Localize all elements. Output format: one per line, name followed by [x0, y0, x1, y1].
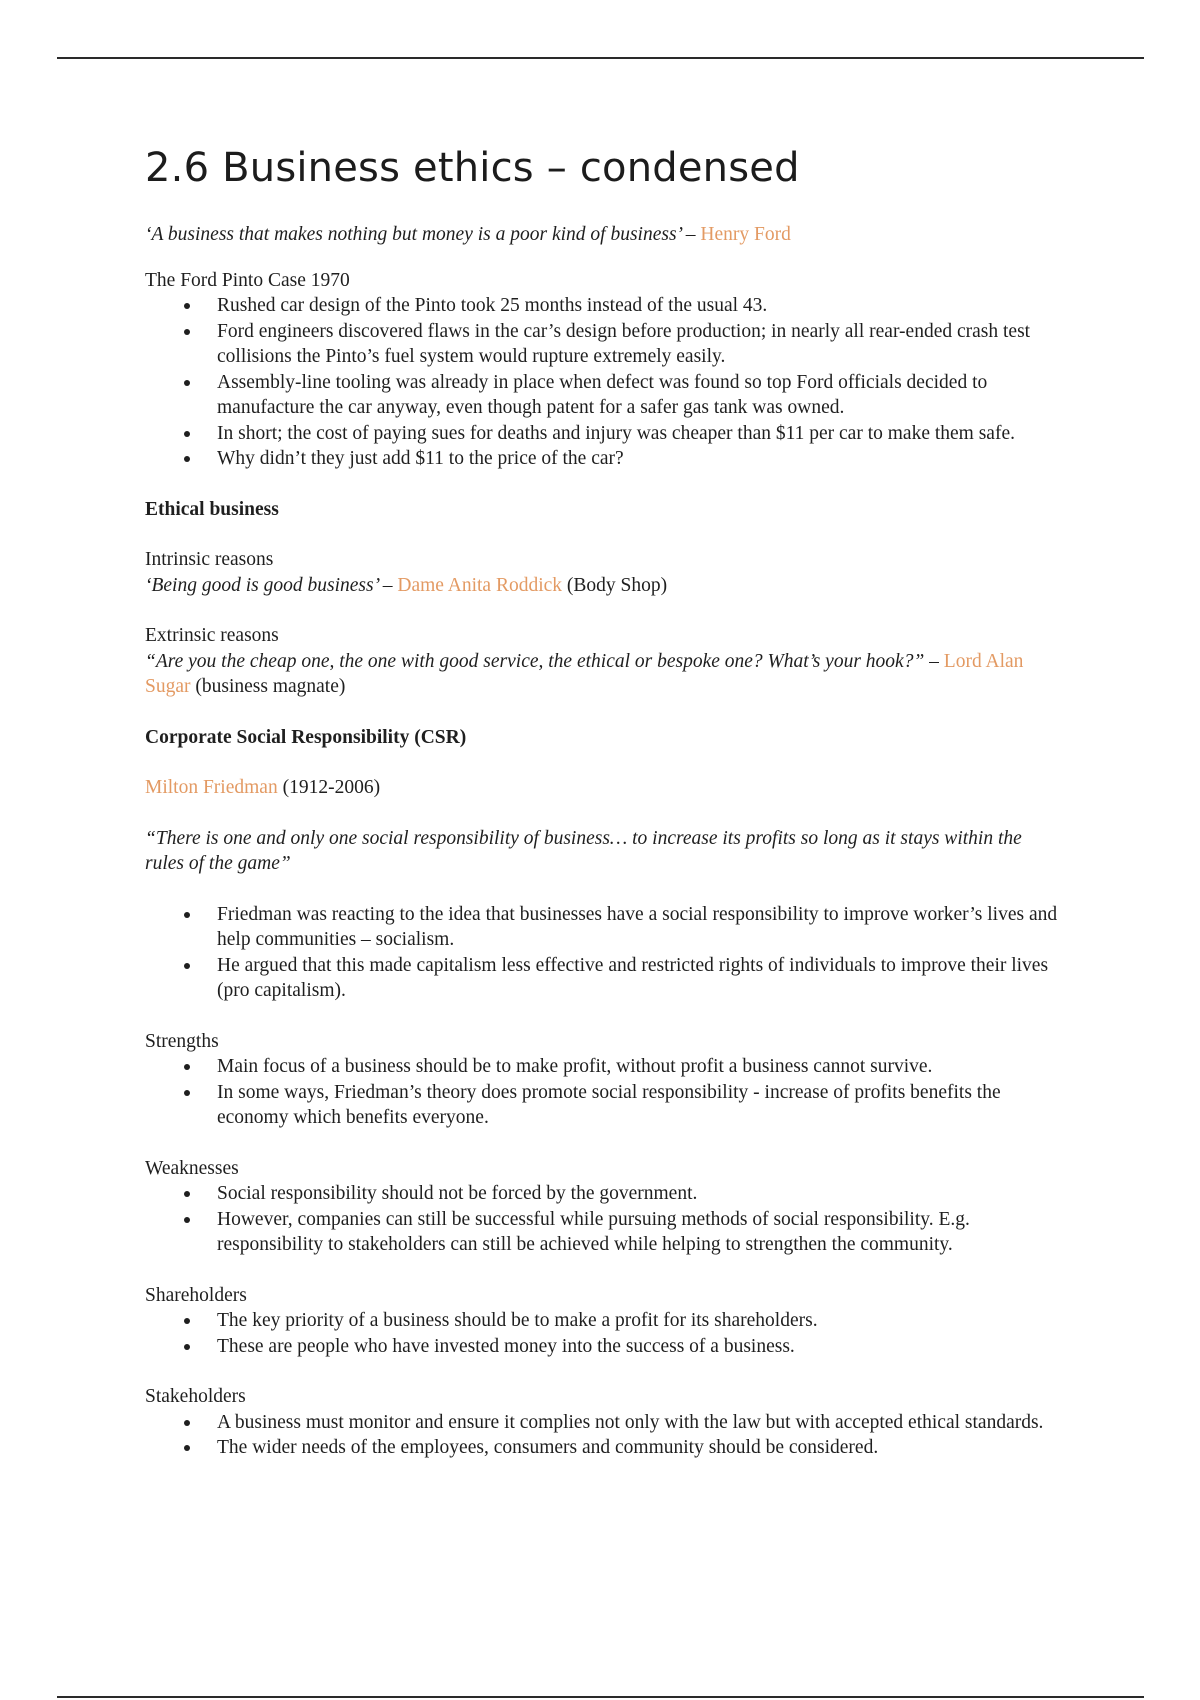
list-item: He argued that this made capitalism less effective and restricted rights of individuals to improve their lives (pro capitalism). — [217, 953, 1065, 1004]
list-item: Main focus of a business should be to make profit, without profit a business cannot survive. — [217, 1054, 1065, 1080]
weaknesses-list — [145, 1181, 1065, 1258]
intrinsic-quote-text: ‘Being good is good business’ – — [145, 574, 393, 596]
list-item: Friedman was reacting to the idea that businesses have a social responsibility to improve worker’s lives and help communities – socialism. — [217, 902, 1065, 953]
csr-person-name: Milton Friedman — [145, 777, 278, 798]
opening-quote-text: ‘A business that makes nothing but money is a poor kind of business’ – — [145, 224, 696, 245]
intrinsic-quote — [145, 573, 1065, 599]
extrinsic-quote-note: (business magnate) — [195, 676, 346, 697]
stakeholders-label: Stakeholders — [145, 1386, 246, 1407]
extrinsic-quote — [145, 649, 1065, 700]
weaknesses-label: Weaknesses — [145, 1157, 239, 1179]
extrinsic-quote-author: Lord Alan Sugar — [145, 650, 1024, 697]
list-item: The key priority of a business should be to make a profit for its shareholders. — [217, 1308, 1065, 1334]
csr-person — [145, 775, 1065, 801]
stakeholders-list — [145, 1410, 1065, 1461]
bottom-rule — [57, 1696, 1144, 1698]
intrinsic-label: Intrinsic reasons — [145, 549, 274, 570]
strengths-label: Strengths — [145, 1030, 219, 1052]
pinto-list — [145, 293, 1065, 472]
pinto-heading: The Ford Pinto Case 1970 — [145, 269, 350, 291]
list-item: Social responsibility should not be forced by the government. — [217, 1181, 1065, 1207]
list-item: Ford engineers discovered flaws in the car’s design before production; in nearly all rear-ended crash test collisions the Pinto’s fuel system would rupture extremely easily. — [217, 319, 1065, 370]
list-item: However, companies can still be successful while pursuing methods of social responsibility. E.g. responsibility to stakeholders can still be achieved while helping to strengthen the community. — [217, 1207, 1065, 1258]
list-item: These are people who have invested money into the success of a business. — [217, 1334, 1065, 1360]
list-item: A business must monitor and ensure it complies not only with the law but with accepted ethical standards. — [217, 1410, 1065, 1436]
top-rule — [57, 57, 1144, 59]
document-body — [145, 140, 1065, 1461]
shareholders-list — [145, 1308, 1065, 1359]
list-item: Rushed car design of the Pinto took 25 months instead of the usual 43. — [217, 293, 1065, 319]
ethical-business-heading: Ethical business — [145, 498, 279, 520]
strengths-list — [145, 1054, 1065, 1131]
list-item: In some ways, Friedman’s theory does promote social responsibility - increase of profits benefits the economy which benefits everyone. — [217, 1080, 1065, 1131]
list-item: The wider needs of the employees, consumers and community should be considered. — [217, 1435, 1065, 1461]
csr-heading: Corporate Social Responsibility (CSR) — [145, 726, 467, 748]
opening-quote — [145, 222, 1065, 248]
page-title: 2.6 Business ethics – condensed — [145, 145, 800, 191]
friedman-quote: “There is one and only one social responsibility of business… to increase its profits so long as it stays within the rules of the game” — [145, 827, 1022, 874]
csr-list — [145, 902, 1065, 1004]
extrinsic-label: Extrinsic reasons — [145, 625, 279, 646]
intrinsic-quote-note: (Body Shop) — [566, 574, 668, 596]
csr-person-years: (1912-2006) — [282, 777, 381, 798]
opening-quote-author: Henry Ford — [700, 224, 791, 245]
list-item: Assembly-line tooling was already in place when defect was found so top Ford officials decided to manufacture the car anyway, even though patent for a safer gas tank was owned. — [217, 370, 1065, 421]
shareholders-label: Shareholders — [145, 1284, 247, 1306]
intrinsic-quote-author: Dame Anita Roddick — [397, 574, 563, 596]
extrinsic-quote-text: “Are you the cheap one, the one with good service, the ethical or bespoke one? What’s your hook?” – — [145, 650, 939, 672]
list-item: In short; the cost of paying sues for deaths and injury was cheaper than $11 per car to make them safe. — [217, 421, 1065, 447]
list-item: Why didn’t they just add $11 to the price of the car? — [217, 446, 1065, 472]
